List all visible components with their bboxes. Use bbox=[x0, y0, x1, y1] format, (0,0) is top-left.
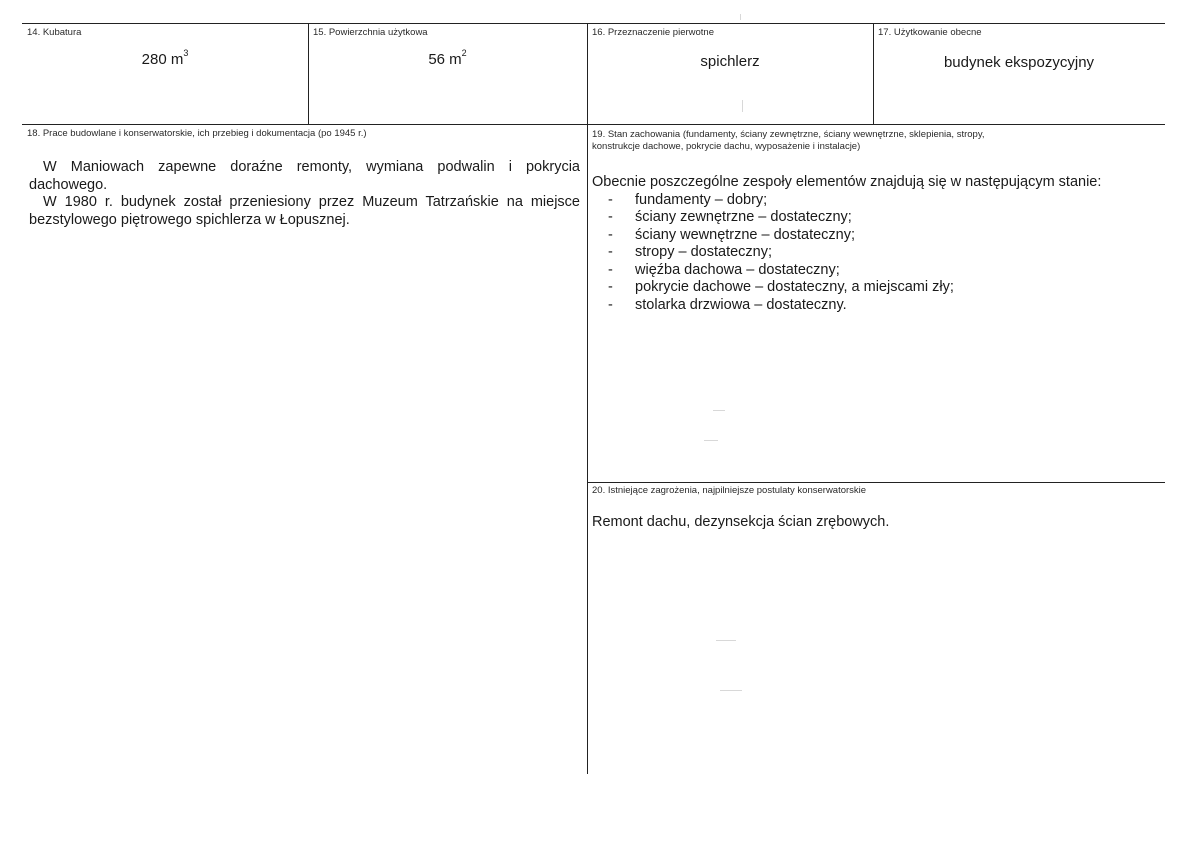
list-dash: - bbox=[608, 261, 613, 278]
list-dash: - bbox=[608, 209, 613, 225]
list-dash: - bbox=[608, 191, 613, 208]
powierzchnia-exponent: 2 bbox=[461, 48, 467, 58]
powierzchnia-number: 56 m bbox=[428, 51, 462, 68]
powierzchnia-label: 15. Powierzchnia użytkowa bbox=[313, 27, 428, 38]
list-item bbox=[592, 227, 1162, 245]
scan-artifact bbox=[716, 640, 736, 641]
uzytkowanie-label: 17. Użytkowanie obecne bbox=[878, 27, 982, 38]
divider-16-17 bbox=[873, 23, 874, 124]
stan-zachowania-intro: Obecnie poszczególne zespoły elementów znajdują się w następującym stanie: bbox=[592, 174, 1102, 190]
list-item-text: stolarka drzwiowa – dostateczny. bbox=[635, 296, 847, 313]
zagrozenia-label: 20. Istniejące zagrożenia, najpilniejsze postulaty konserwatorskie bbox=[592, 485, 867, 496]
prace-paragraph-2: W 1980 r. budynek został przeniesiony przez Muzeum Tatrzańskie na miejsce bezstylowego piętrowego spichlerza w Łopusznej. bbox=[29, 194, 580, 228]
list-dash: - bbox=[608, 296, 613, 313]
przeznaczenie-label: 16. Przeznaczenie pierwotne bbox=[592, 27, 714, 38]
list-item bbox=[592, 297, 1162, 315]
stan-zachowania-text bbox=[592, 174, 1162, 314]
scan-artifact bbox=[742, 100, 743, 112]
zagrozenia-text: Remont dachu, dezynsekcja ścian zrębowych. bbox=[592, 514, 890, 530]
list-item bbox=[592, 262, 1162, 280]
list-item bbox=[592, 244, 1162, 262]
prace-budowlane-text bbox=[29, 159, 580, 229]
powierzchnia-value bbox=[308, 48, 587, 68]
divider-center bbox=[587, 23, 588, 774]
list-item-text: pokrycie dachowe – dostateczny, a miejscami zły; bbox=[635, 279, 954, 295]
list-item bbox=[592, 209, 1162, 227]
list-item-text: ściany zewnętrzne – dostateczny; bbox=[635, 209, 852, 225]
kubatura-number: 280 m bbox=[141, 51, 184, 68]
przeznaczenie-value: spichlerz bbox=[700, 53, 760, 70]
s20-top-line bbox=[587, 482, 1165, 483]
row1-top-line bbox=[22, 23, 1165, 24]
prace-paragraph-1: W Maniowach zapewne doraźne remonty, wymiana podwalin i pokrycia dachowego. bbox=[29, 159, 580, 193]
list-dash: - bbox=[608, 244, 613, 260]
scan-artifact bbox=[740, 14, 741, 20]
stan-zachowania-label-line2: konstrukcje dachowe, pokrycie dachu, wyposażenie i instalacje) bbox=[592, 141, 861, 152]
uzytkowanie-value: budynek ekspozycyjny bbox=[943, 54, 1095, 71]
scan-artifact bbox=[713, 410, 725, 411]
stan-zachowania-list bbox=[592, 192, 1162, 315]
list-item-text: fundamenty – dobry; bbox=[635, 191, 768, 208]
list-item bbox=[592, 279, 1162, 297]
prace-budowlane-label: 18. Prace budowlane i konserwatorskie, ich przebieg i dokumentacja (po 1945 r.) bbox=[27, 128, 367, 139]
list-item-text: stropy – dostateczny; bbox=[635, 244, 773, 260]
kubatura-label: 14. Kubatura bbox=[27, 27, 82, 38]
list-item-text: więźba dachowa – dostateczny; bbox=[635, 261, 840, 278]
scan-artifact bbox=[704, 440, 718, 441]
list-dash: - bbox=[608, 279, 613, 295]
list-dash: - bbox=[608, 226, 613, 243]
list-item bbox=[592, 192, 1162, 210]
row2-top-line bbox=[22, 124, 1165, 125]
divider-14-15 bbox=[308, 23, 309, 124]
kubatura-value bbox=[22, 48, 308, 68]
kubatura-exponent: 3 bbox=[183, 48, 189, 58]
stan-zachowania-label-line1: 19. Stan zachowania (fundamenty, ściany zewnętrzne, ściany wewnętrzne, sklepienia, stropy, bbox=[592, 129, 985, 140]
scan-artifact bbox=[720, 690, 742, 691]
list-item-text: ściany wewnętrzne – dostateczny; bbox=[635, 226, 856, 243]
